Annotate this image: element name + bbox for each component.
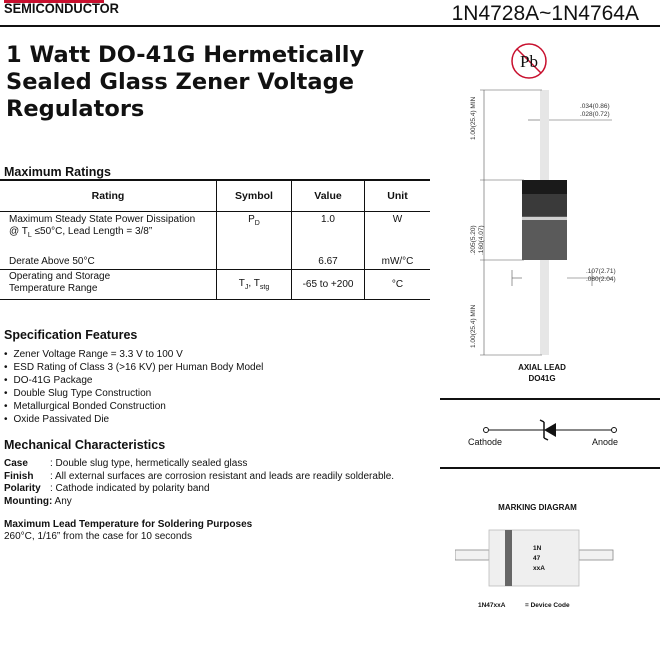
mech-text: : Double slug type, hermetically sealed glass <box>50 458 248 469</box>
symbol-cell: $T_J$, $T_{stg}$ <box>217 270 292 300</box>
package-caption-line1: AXIAL LEAD <box>518 363 566 372</box>
brand-name: SEMICONDUCTOR <box>4 0 119 16</box>
mech-text: : Cathode indicated by polarity band <box>50 483 210 494</box>
unit-cell: °C <box>365 270 431 300</box>
col-value-header: Value <box>292 181 365 212</box>
section-rule <box>440 467 660 469</box>
value-cell: 6.67 <box>292 256 365 270</box>
value-cell: 1.0 <box>292 212 365 256</box>
symbol-cell: $P_D$ <box>217 212 292 256</box>
marking-heading: MARKING DIAGRAM <box>498 503 577 512</box>
table-row <box>0 212 430 256</box>
col-unit-header: Unit <box>365 181 431 212</box>
list-item: • Zener Voltage Range = 3.3 V to 100 V <box>4 348 263 361</box>
list-item: • Metallurgical Bonded Construction <box>4 400 263 413</box>
list-item: • Oxide Passivated Die <box>4 413 263 426</box>
unit-cell: W <box>365 212 431 256</box>
header-rule <box>0 25 660 27</box>
package-caption <box>482 362 602 384</box>
marking-legend-text: = Device Code <box>525 602 570 609</box>
spec-features-heading: Specification Features <box>4 328 138 342</box>
mech-label: Case <box>4 458 28 469</box>
max-ratings-table <box>0 181 430 300</box>
marking-line3: xxA <box>533 565 545 572</box>
cathode-label: Cathode <box>468 437 503 447</box>
rating-condition: @ $T_L \le 50^\circ C$, Lead Length = 3/8” <box>9 226 153 239</box>
marking-line1: 1N <box>533 545 542 552</box>
spec-features-list <box>4 348 263 426</box>
rating-text-line2: Temperature Range <box>9 283 98 294</box>
unit-cell: mW/°C <box>365 256 431 270</box>
value-cell: -65 to +200 <box>292 270 365 300</box>
dim-lead-length-top: 1.00(25.4) MIN <box>470 96 477 140</box>
mech-text: : All external surfaces are corrosion resistant and leads are readily solderable. <box>50 470 395 482</box>
list-item <box>4 483 394 496</box>
section-rule <box>440 398 660 400</box>
table-row <box>0 270 430 300</box>
solder-heading: Maximum Lead Temperature for Soldering Purposes <box>4 519 253 530</box>
list-item: • Double Slug Type Construction <box>4 387 263 400</box>
pb-symbol-text: Pb <box>520 52 538 71</box>
mech-text: Any <box>52 495 72 507</box>
rating-text: Maximum Steady State Power Dissipation <box>9 214 196 225</box>
mech-label: Finish <box>4 470 34 482</box>
table-header-row <box>0 181 430 212</box>
list-item: • DO-41G Package <box>4 374 263 387</box>
pb-free-icon <box>508 40 550 82</box>
list-item: • ESD Rating of Class 3 (>16 KV) per Human Body Model <box>4 361 263 374</box>
max-ratings-heading: Maximum Ratings <box>4 165 111 179</box>
list-item <box>4 458 394 471</box>
dim-lead-length-bottom: 1.00(25.4) MIN <box>470 304 477 348</box>
mechanical-list <box>4 458 394 508</box>
col-rating-header: Rating <box>0 181 217 212</box>
list-item <box>4 496 394 509</box>
package-caption-line2: DO41G <box>528 374 556 383</box>
list-item <box>4 471 394 484</box>
col-symbol-header: Symbol <box>217 181 292 212</box>
mech-label: Mounting: <box>4 495 53 507</box>
marking-line2: 47 <box>533 555 541 562</box>
table-row <box>0 256 430 270</box>
mechanical-heading: Mechanical Characteristics <box>4 438 166 452</box>
rating-text: Operating and Storage <box>9 271 111 282</box>
solder-text: 260°C, 1/16” from the case for 10 seconds <box>4 531 192 542</box>
dim-lead-diameter: .034(0.86) .028(0.72) <box>580 103 610 118</box>
marking-legend-code: 1N47xxA <box>478 602 506 609</box>
mech-label: Polarity <box>4 483 41 494</box>
rating-text: Derate Above 50°C <box>9 255 95 267</box>
symbol-cell <box>217 256 292 270</box>
anode-label: Anode <box>592 437 619 447</box>
dim-body-length: .205(5.20) .160(4.07) <box>470 225 485 255</box>
package-outline-drawing <box>462 80 662 390</box>
dim-body-diameter: .107(2.71) .080(2.04) <box>586 268 616 283</box>
marking-text <box>533 544 545 574</box>
part-number-range: 1N4728A~1N4764A <box>451 2 639 25</box>
page-title: 1 Watt DO-41G Hermetically Sealed Glass Zener Voltage Regulators <box>6 42 365 122</box>
